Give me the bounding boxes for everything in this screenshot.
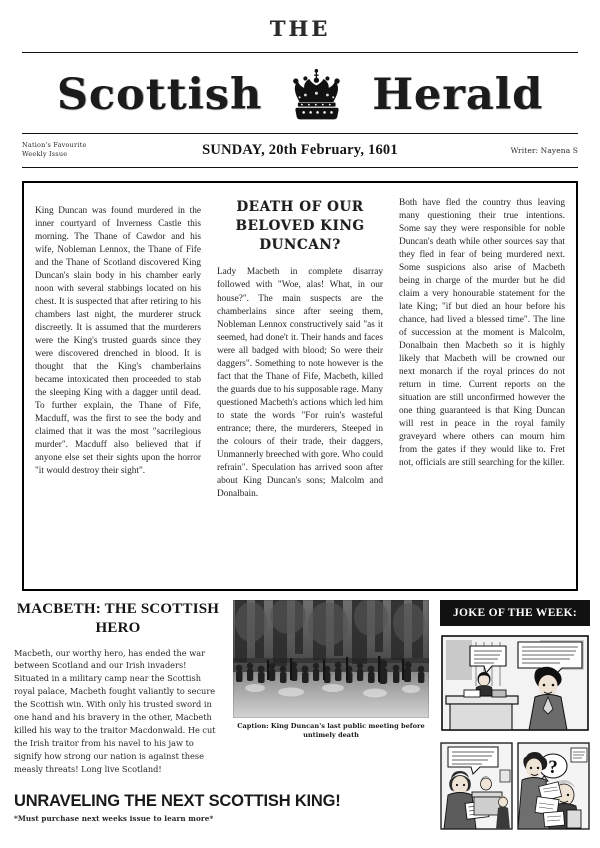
main-article-box (22, 181, 578, 591)
masthead-the-word: THE (269, 16, 331, 41)
hero-article-body: Macbeth, our worthy hero, has ended the war between Scotland and our Irish invaders! Situated in a military camp near the Scottish royal palace, Macbeth fought valiantly to secure the Scottish win. With only his trusted sword in one hand and his bravery in the other, Macbeth killed his way to the traitor Macdonwald. He cut the Irish traitor from his navel to his jaw to signify how strong our nation is against these measly threats! Long live Scotland! (14, 647, 216, 775)
hero-article (14, 600, 222, 776)
masthead-tagline (22, 141, 172, 160)
writer-byline: Writer: Nayena S (510, 145, 578, 155)
masthead-title-row (22, 53, 578, 133)
joke-of-the-week-panel (440, 600, 590, 832)
main-headline: DEATH OF OUR BELOVED KING DUNCAN? (235, 199, 365, 254)
issue-date: SUNDAY, 20th February, 1601 (202, 141, 398, 158)
photo-caption: Caption: King Duncan's last public meeting before untimely death (237, 722, 425, 740)
article-column-middle (217, 196, 383, 581)
masthead-title-scottish: Scottish (56, 69, 263, 120)
crowd-photograph (233, 600, 429, 718)
joke-panel-header: JOKE OF THE WEEK: (440, 600, 590, 626)
teaser-subtitle: *Must purchase next weeks issue to learn more* (14, 814, 214, 824)
office-comic-strip-2 (440, 740, 590, 832)
teaser-headline: UNRAVELING THE NEXT SCOTTISH KING! (14, 792, 341, 810)
svg-text:?: ? (548, 757, 558, 778)
masthead-title-herald: Herald (372, 69, 544, 120)
article-body-middle: Lady Macbeth in complete disarray followed with "Woe, alas! What, in our house?". The main suspects are the chamberlains since after seeing them, Nobleman Lennox constructively said "as it seemed, had done't it. Their hands and faces were all badged with blood; So were their daggers". Something to note however is the fact that the Thane of Fife, Macbeth, killed the guards due to his supposable rage. Many questioned Macbeth's actions which led him to state the words "For ruin's wasteful entrance; there, the murderers, Steeped in the colours of their trade, their daggers, Unmannerly breeched with gore. Who could refrain". Speculation has arrived soon after about King Duncan's sons; Malcolm and Donalbain. (217, 267, 383, 499)
tagline-line-1: Nation's Favourite (22, 141, 87, 149)
masthead (0, 0, 600, 168)
article-body-left: King Duncan was found murdered in the inner courtyard of Inverness Castle this morning. The Thane of Cawdor and his wife, Nobleman Lennox, the Thane of Fife and the Thane of Scotland discovered King Duncan's slain body in his chamber early noon with several stabbings located on his chest. It is suspected that after retiring to his chambers last night, the murderer struck discreetly. It is assumed that the murderers were the King's trusted guards since they were discovered drenched in blood. It is thought that the King's chamberlains became intoxicated then proceeded to stab the sleeping King with a dagger until dead. To further explain, the Thane of Fife, Macduff, was the first to see the body and claimed that it was the most "sacrilegious murder". Macduff also believed that if anyone else set their sights upon the horror "it would destroy their sight". (35, 206, 201, 477)
crown-icon (288, 67, 346, 123)
article-column-left (35, 196, 201, 581)
article-columns (35, 196, 565, 581)
article-column-right (399, 196, 565, 581)
tagline-line-2: Weekly Issue (22, 150, 68, 159)
photo-block (233, 600, 429, 741)
hero-article-headline: MACBETH: THE SCOTTISH HERO (16, 601, 220, 636)
next-issue-teaser (14, 792, 434, 823)
article-body-right: Both have fled the country thus leaving many questioning their true intentions. Some say they were responsible for noble Duncan's death while other sources say that they fled in fear of being murdered next. Some suspicions also arise of Macbeth being in charge of the murder but he did claim a very honourable statement for the late King; "if but died an hour before his chance, had lived a blessed time". The line of succession at the moment is Malcolm, Donalbain then Macbeth so it is highly likely that Macbeth will be crowned our next monarch if the royal princes do not return in time. Current reports on the situation are still unconfirmed however the one thing guaranteed is that King Duncan will rest in peace in the royal family graveyard where others can mourn him from the gates if they would like to. Fret not, officials are still searching for the killer. (399, 198, 565, 469)
masthead-info-row (22, 134, 578, 168)
office-comic-strip-1 (440, 634, 590, 732)
